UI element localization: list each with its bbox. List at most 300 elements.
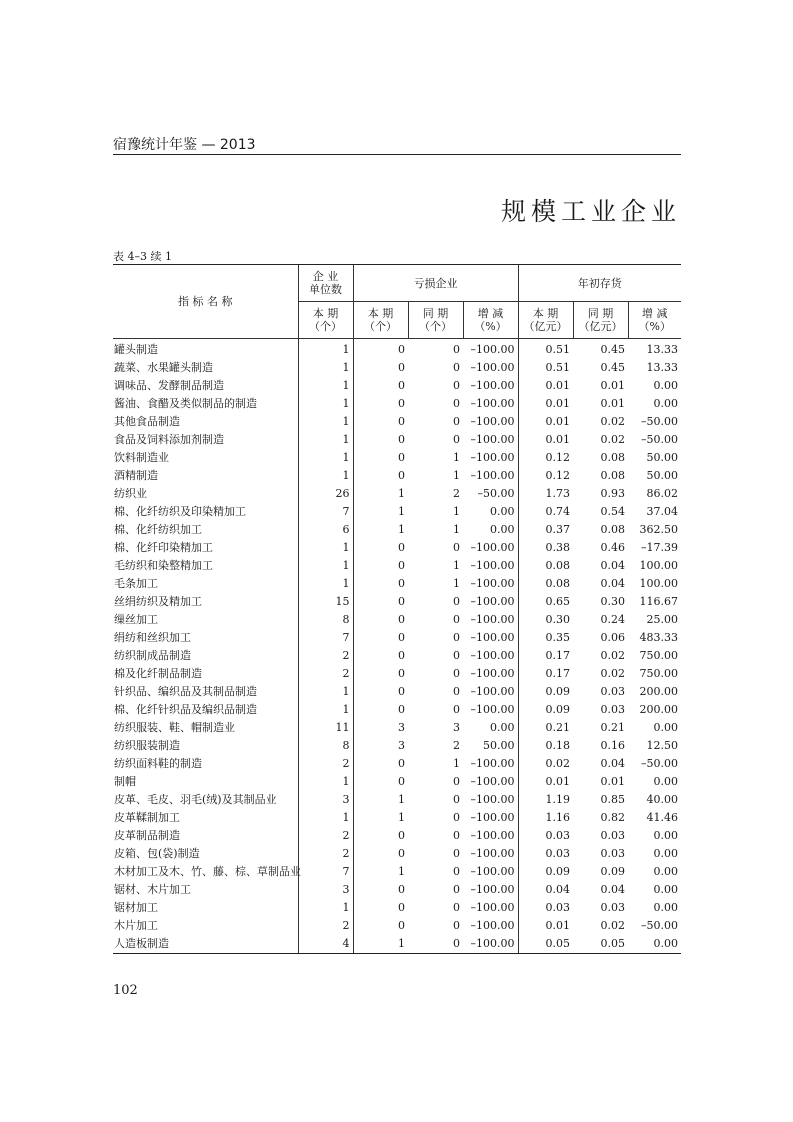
cell-unit-count: 1 <box>298 539 353 557</box>
cell-inventory-change: 483.33 <box>639 631 679 644</box>
cell-loss-prior: 1 <box>453 469 460 482</box>
table-row <box>113 431 681 449</box>
table-row <box>113 719 681 737</box>
cell-indicator-name: 皮箱、包(袋)制造 <box>113 845 298 863</box>
table-row <box>113 773 681 791</box>
cell-loss-current: 0 <box>398 829 405 842</box>
cell-loss-current: 0 <box>398 415 405 428</box>
cell-loss-change: –100.00 <box>463 557 518 575</box>
cell-unit-count: 2 <box>298 845 353 863</box>
cell-loss-current: 0 <box>398 919 405 932</box>
cell-loss-change: –100.00 <box>463 755 518 773</box>
cell-loss-change: –100.00 <box>463 593 518 611</box>
cell-loss-prior: 0 <box>453 415 460 428</box>
cell-indicator-name: 棉、化纤纺织及印染精加工 <box>113 503 298 521</box>
cell-loss-current: 0 <box>398 883 405 896</box>
cell-loss-current: 1 <box>398 487 405 500</box>
cell-inventory-current: 0.17 <box>545 667 570 680</box>
cell-loss-current: 0 <box>398 703 405 716</box>
cell-inventory-current: 0.01 <box>545 379 570 392</box>
table-row <box>113 413 681 431</box>
cell-loss-prior: 0 <box>453 379 460 392</box>
cell-loss-prior: 0 <box>453 685 460 698</box>
cell-indicator-name: 毛纺织和染整精加工 <box>113 557 298 575</box>
cell-indicator-name: 人造板制造 <box>113 935 298 954</box>
cell-inventory-change: 13.33 <box>646 361 679 374</box>
cell-indicator-name: 锯材、木片加工 <box>113 881 298 899</box>
cell-loss-change: –100.00 <box>463 431 518 449</box>
running-header: 宿豫统计年鉴 — 2013 <box>113 137 256 153</box>
table-row <box>113 593 681 611</box>
cell-loss-prior: 0 <box>453 631 460 644</box>
cell-inventory-change: 0.00 <box>653 397 679 410</box>
header-loss-enterprises: 亏损企业 <box>353 265 518 302</box>
cell-loss-change: –100.00 <box>463 791 518 809</box>
cell-inventory-prior: 0.01 <box>600 775 625 788</box>
cell-inventory-current: 0.51 <box>545 343 570 356</box>
cell-loss-current: 0 <box>398 559 405 572</box>
cell-loss-current: 0 <box>398 361 405 374</box>
cell-inventory-change: 362.50 <box>639 523 679 536</box>
header-sub-loss-current: 本 期 （个） <box>353 302 408 339</box>
cell-loss-change: –100.00 <box>463 539 518 557</box>
cell-unit-count: 1 <box>298 395 353 413</box>
cell-indicator-name: 木材加工及木、竹、藤、棕、草制品业 <box>113 863 298 881</box>
cell-loss-prior: 1 <box>453 505 460 518</box>
cell-loss-current: 0 <box>398 541 405 554</box>
cell-inventory-current: 0.09 <box>545 703 570 716</box>
table-row <box>113 845 681 863</box>
cell-loss-prior: 0 <box>453 595 460 608</box>
cell-inventory-current: 0.17 <box>545 649 570 662</box>
cell-inventory-change: 750.00 <box>639 667 679 680</box>
cell-inventory-prior: 0.08 <box>600 469 625 482</box>
table-row <box>113 863 681 881</box>
cell-loss-change: –100.00 <box>463 935 518 954</box>
cell-inventory-change: 41.46 <box>646 811 679 824</box>
cell-inventory-current: 0.01 <box>545 775 570 788</box>
cell-indicator-name: 纺织制成品制造 <box>113 647 298 665</box>
cell-unit-count: 2 <box>298 755 353 773</box>
cell-indicator-name: 制帽 <box>113 773 298 791</box>
cell-inventory-change: 0.00 <box>653 379 679 392</box>
cell-unit-count: 1 <box>298 359 353 377</box>
header-indicator-name: 指 标 名 称 <box>113 265 298 339</box>
table-row <box>113 521 681 539</box>
cell-unit-count: 1 <box>298 431 353 449</box>
cell-inventory-prior: 0.21 <box>600 721 625 734</box>
cell-loss-prior: 0 <box>453 829 460 842</box>
table-row <box>113 935 681 954</box>
section-title: 规模工业企业 <box>500 197 681 226</box>
cell-loss-change: –50.00 <box>463 485 518 503</box>
cell-loss-change: 50.00 <box>463 737 518 755</box>
cell-unit-count: 1 <box>298 809 353 827</box>
cell-inventory-prior: 0.03 <box>600 703 625 716</box>
table-row <box>113 701 681 719</box>
cell-inventory-prior: 0.04 <box>600 577 625 590</box>
cell-inventory-change: 25.00 <box>646 613 679 626</box>
cell-loss-current: 1 <box>398 793 405 806</box>
cell-loss-current: 1 <box>398 865 405 878</box>
cell-loss-current: 0 <box>398 901 405 914</box>
cell-loss-current: 0 <box>398 595 405 608</box>
cell-inventory-change: 50.00 <box>646 469 679 482</box>
cell-loss-change: –100.00 <box>463 683 518 701</box>
cell-inventory-prior: 0.08 <box>600 451 625 464</box>
cell-inventory-prior: 0.06 <box>600 631 625 644</box>
cell-loss-prior: 0 <box>453 883 460 896</box>
cell-loss-change: –100.00 <box>463 611 518 629</box>
cell-loss-current: 0 <box>398 613 405 626</box>
cell-indicator-name: 调味品、发酵制品制造 <box>113 377 298 395</box>
cell-loss-current: 0 <box>398 667 405 680</box>
cell-loss-change: –100.00 <box>463 917 518 935</box>
table-row <box>113 359 681 377</box>
cell-inventory-prior: 0.45 <box>600 343 625 356</box>
cell-loss-current: 0 <box>398 451 405 464</box>
cell-inventory-change: 13.33 <box>646 343 679 356</box>
cell-inventory-prior: 0.93 <box>600 487 625 500</box>
cell-unit-count: 7 <box>298 629 353 647</box>
cell-indicator-name: 皮革鞣制加工 <box>113 809 298 827</box>
cell-indicator-name: 丝绢纺织及精加工 <box>113 593 298 611</box>
cell-loss-prior: 0 <box>453 811 460 824</box>
cell-unit-count: 2 <box>298 827 353 845</box>
cell-inventory-change: 100.00 <box>639 577 679 590</box>
cell-inventory-current: 0.02 <box>545 757 570 770</box>
cell-loss-current: 1 <box>398 523 405 536</box>
cell-inventory-change: 100.00 <box>639 559 679 572</box>
cell-inventory-change: 0.00 <box>653 901 679 914</box>
cell-unit-count: 3 <box>298 881 353 899</box>
cell-loss-current: 0 <box>398 649 405 662</box>
cell-loss-change: –100.00 <box>463 845 518 863</box>
cell-inventory-current: 0.03 <box>545 847 570 860</box>
cell-indicator-name: 纺织服装制造 <box>113 737 298 755</box>
header-sub-loss-change: 增 减 （%） <box>463 302 518 339</box>
cell-loss-prior: 0 <box>453 793 460 806</box>
cell-loss-prior: 1 <box>453 451 460 464</box>
cell-inventory-change: 0.00 <box>653 775 679 788</box>
table-row <box>113 467 681 485</box>
cell-inventory-change: –50.00 <box>641 919 679 932</box>
cell-unit-count: 8 <box>298 611 353 629</box>
cell-loss-change: –100.00 <box>463 395 518 413</box>
table-label: 表 4–3 续 1 <box>113 250 172 263</box>
cell-unit-count: 1 <box>298 701 353 719</box>
cell-indicator-name: 纺织服装、鞋、帽制造业 <box>113 719 298 737</box>
cell-inventory-change: 0.00 <box>653 829 679 842</box>
cell-inventory-prior: 0.04 <box>600 883 625 896</box>
cell-unit-count: 8 <box>298 737 353 755</box>
table-row <box>113 899 681 917</box>
cell-loss-prior: 0 <box>453 919 460 932</box>
cell-inventory-prior: 0.24 <box>600 613 625 626</box>
table-row <box>113 917 681 935</box>
cell-loss-current: 0 <box>398 631 405 644</box>
cell-inventory-current: 0.38 <box>545 541 570 554</box>
cell-indicator-name: 绢纺和丝织加工 <box>113 629 298 647</box>
cell-loss-change: –100.00 <box>463 701 518 719</box>
cell-inventory-current: 0.09 <box>545 865 570 878</box>
cell-indicator-name: 食品及饲料添加剂制造 <box>113 431 298 449</box>
cell-inventory-change: 116.67 <box>639 595 679 608</box>
cell-inventory-change: 0.00 <box>653 865 679 878</box>
cell-loss-prior: 0 <box>453 667 460 680</box>
cell-loss-prior: 0 <box>453 649 460 662</box>
cell-inventory-current: 0.08 <box>545 559 570 572</box>
header-sub-inventory-current: 本 期 （亿元） <box>518 302 573 339</box>
cell-inventory-current: 1.16 <box>545 811 570 824</box>
cell-inventory-change: 40.00 <box>646 793 679 806</box>
cell-inventory-current: 0.51 <box>545 361 570 374</box>
cell-inventory-prior: 0.09 <box>600 865 625 878</box>
cell-loss-change: –100.00 <box>463 449 518 467</box>
cell-loss-change: 0.00 <box>463 521 518 539</box>
cell-loss-current: 3 <box>398 721 405 734</box>
table-row <box>113 611 681 629</box>
cell-inventory-current: 0.12 <box>545 469 570 482</box>
page-number: 102 <box>113 983 138 998</box>
cell-inventory-prior: 0.85 <box>600 793 625 806</box>
cell-indicator-name: 饮料制造业 <box>113 449 298 467</box>
cell-loss-change: –100.00 <box>463 881 518 899</box>
cell-inventory-current: 0.12 <box>545 451 570 464</box>
cell-indicator-name: 棉及化纤制品制造 <box>113 665 298 683</box>
cell-inventory-current: 0.74 <box>545 505 570 518</box>
cell-loss-prior: 2 <box>453 487 460 500</box>
cell-loss-prior: 0 <box>453 775 460 788</box>
cell-inventory-change: –50.00 <box>641 757 679 770</box>
cell-inventory-current: 0.01 <box>545 415 570 428</box>
cell-loss-current: 0 <box>398 397 405 410</box>
cell-inventory-current: 0.04 <box>545 883 570 896</box>
table-row <box>113 737 681 755</box>
cell-inventory-prior: 0.46 <box>600 541 625 554</box>
table-row <box>113 377 681 395</box>
cell-loss-prior: 1 <box>453 577 460 590</box>
cell-indicator-name: 酒精制造 <box>113 467 298 485</box>
cell-unit-count: 7 <box>298 503 353 521</box>
cell-inventory-current: 0.01 <box>545 433 570 446</box>
cell-loss-current: 1 <box>353 935 408 954</box>
cell-inventory-current: 0.21 <box>545 721 570 734</box>
cell-inventory-change: 0.00 <box>628 935 681 954</box>
cell-unit-count: 1 <box>298 773 353 791</box>
cell-loss-prior: 0 <box>453 865 460 878</box>
cell-indicator-name: 针织品、编织品及其制品制造 <box>113 683 298 701</box>
cell-loss-change: –100.00 <box>463 467 518 485</box>
cell-indicator-name: 木片加工 <box>113 917 298 935</box>
cell-inventory-prior: 0.01 <box>600 397 625 410</box>
cell-inventory-change: 50.00 <box>646 451 679 464</box>
cell-loss-current: 3 <box>398 739 405 752</box>
header-sub-inventory-change: 增 减 （%） <box>628 302 681 339</box>
cell-loss-prior: 1 <box>453 559 460 572</box>
cell-inventory-change: 86.02 <box>646 487 679 500</box>
cell-loss-prior: 2 <box>453 739 460 752</box>
header-sub-inventory-prior: 同 期 （亿元） <box>573 302 628 339</box>
table-row <box>113 485 681 503</box>
cell-inventory-current: 0.03 <box>545 829 570 842</box>
cell-inventory-current: 0.09 <box>545 685 570 698</box>
cell-inventory-prior: 0.02 <box>600 433 625 446</box>
cell-inventory-change: 0.00 <box>653 721 679 734</box>
cell-unit-count: 3 <box>298 791 353 809</box>
table-row <box>113 665 681 683</box>
cell-inventory-prior: 0.45 <box>600 361 625 374</box>
cell-indicator-name: 锯材加工 <box>113 899 298 917</box>
cell-inventory-change: 200.00 <box>639 703 679 716</box>
table-row <box>113 791 681 809</box>
cell-inventory-current: 0.03 <box>545 901 570 914</box>
cell-loss-current: 0 <box>398 757 405 770</box>
cell-loss-current: 0 <box>398 685 405 698</box>
cell-unit-count: 15 <box>298 593 353 611</box>
cell-inventory-prior: 0.03 <box>600 901 625 914</box>
cell-loss-current: 0 <box>398 577 405 590</box>
table-row <box>113 339 681 360</box>
cell-loss-current: 0 <box>398 469 405 482</box>
cell-loss-change: –100.00 <box>463 863 518 881</box>
cell-inventory-current: 0.37 <box>545 523 570 536</box>
table-row <box>113 755 681 773</box>
cell-unit-count: 4 <box>298 935 353 954</box>
cell-inventory-current: 0.35 <box>545 631 570 644</box>
cell-inventory-prior: 0.54 <box>600 505 625 518</box>
cell-unit-count: 2 <box>298 917 353 935</box>
cell-loss-change: –100.00 <box>463 809 518 827</box>
cell-indicator-name: 酱油、食醋及类似制品的制造 <box>113 395 298 413</box>
header-rule <box>113 154 681 155</box>
table-row <box>113 827 681 845</box>
cell-loss-prior: 0 <box>453 343 460 356</box>
cell-loss-change: –100.00 <box>463 899 518 917</box>
cell-loss-prior: 0 <box>453 541 460 554</box>
cell-inventory-prior: 0.04 <box>600 559 625 572</box>
cell-indicator-name: 缫丝加工 <box>113 611 298 629</box>
header-sub-loss-prior: 同 期 （个） <box>408 302 463 339</box>
cell-indicator-name: 棉、化纤纺织加工 <box>113 521 298 539</box>
cell-inventory-current: 0.05 <box>518 935 573 954</box>
cell-indicator-name: 其他食品制造 <box>113 413 298 431</box>
cell-unit-count: 6 <box>298 521 353 539</box>
cell-loss-change: –100.00 <box>463 575 518 593</box>
cell-unit-count: 7 <box>298 863 353 881</box>
cell-loss-prior: 0 <box>453 901 460 914</box>
cell-inventory-change: –50.00 <box>641 415 679 428</box>
table-row <box>113 449 681 467</box>
cell-inventory-change: –50.00 <box>641 433 679 446</box>
cell-indicator-name: 皮革制品制造 <box>113 827 298 845</box>
cell-loss-change: –100.00 <box>463 773 518 791</box>
cell-inventory-prior: 0.04 <box>600 757 625 770</box>
table-row <box>113 575 681 593</box>
cell-inventory-current: 0.30 <box>545 613 570 626</box>
cell-inventory-change: 0.00 <box>653 883 679 896</box>
cell-indicator-name: 毛条加工 <box>113 575 298 593</box>
cell-indicator-name: 蔬菜、水果罐头制造 <box>113 359 298 377</box>
cell-inventory-change: 750.00 <box>639 649 679 662</box>
cell-loss-prior: 1 <box>453 757 460 770</box>
cell-unit-count: 2 <box>298 665 353 683</box>
cell-unit-count: 1 <box>298 575 353 593</box>
table-row <box>113 395 681 413</box>
cell-loss-prior: 0 <box>453 613 460 626</box>
cell-loss-prior: 0 <box>453 847 460 860</box>
cell-loss-change: –100.00 <box>463 665 518 683</box>
cell-loss-change: 0.00 <box>463 719 518 737</box>
cell-unit-count: 26 <box>298 485 353 503</box>
cell-loss-current: 1 <box>398 505 405 518</box>
cell-loss-prior: 0 <box>408 935 463 954</box>
cell-loss-current: 1 <box>398 811 405 824</box>
cell-unit-count: 1 <box>298 413 353 431</box>
cell-unit-count: 1 <box>298 449 353 467</box>
cell-inventory-prior: 0.16 <box>600 739 625 752</box>
cell-inventory-current: 0.65 <box>545 595 570 608</box>
cell-indicator-name: 棉、化纤针织品及编织品制造 <box>113 701 298 719</box>
cell-inventory-current: 0.18 <box>545 739 570 752</box>
cell-loss-change: 0.00 <box>463 503 518 521</box>
cell-indicator-name: 皮革、毛皮、羽毛(绒)及其制品业 <box>113 791 298 809</box>
table-row <box>113 539 681 557</box>
cell-indicator-name: 纺织面料鞋的制造 <box>113 755 298 773</box>
cell-inventory-change: 37.04 <box>646 505 679 518</box>
cell-loss-change: –100.00 <box>463 629 518 647</box>
cell-inventory-prior: 0.02 <box>600 649 625 662</box>
cell-loss-change: –100.00 <box>463 827 518 845</box>
cell-inventory-prior: 0.02 <box>600 415 625 428</box>
cell-inventory-current: 1.73 <box>545 487 570 500</box>
cell-inventory-prior: 0.03 <box>600 829 625 842</box>
table-row <box>113 881 681 899</box>
cell-inventory-prior: 0.01 <box>600 379 625 392</box>
cell-loss-prior: 0 <box>453 397 460 410</box>
cell-inventory-prior: 0.02 <box>600 919 625 932</box>
cell-loss-current: 0 <box>398 775 405 788</box>
cell-loss-prior: 1 <box>453 523 460 536</box>
cell-inventory-change: 12.50 <box>646 739 679 752</box>
table-row <box>113 557 681 575</box>
cell-unit-count: 1 <box>298 339 353 360</box>
cell-indicator-name: 罐头制造 <box>113 339 298 360</box>
cell-inventory-prior: 0.03 <box>600 685 625 698</box>
header-sub-units-current: 本 期 （个） <box>298 302 353 339</box>
header-unit-count: 企 业 单位数 <box>298 265 353 302</box>
cell-loss-current: 0 <box>398 343 405 356</box>
cell-unit-count: 11 <box>298 719 353 737</box>
cell-inventory-current: 0.01 <box>545 919 570 932</box>
cell-unit-count: 1 <box>298 377 353 395</box>
cell-loss-current: 0 <box>398 847 405 860</box>
cell-inventory-current: 0.01 <box>545 397 570 410</box>
cell-inventory-change: 200.00 <box>639 685 679 698</box>
header-opening-inventory: 年初存货 <box>518 265 681 302</box>
cell-loss-current: 0 <box>398 379 405 392</box>
cell-unit-count: 2 <box>298 647 353 665</box>
cell-indicator-name: 棉、化纤印染精加工 <box>113 539 298 557</box>
cell-loss-prior: 0 <box>453 433 460 446</box>
table-row <box>113 647 681 665</box>
cell-inventory-prior: 0.82 <box>600 811 625 824</box>
table-body <box>113 339 681 954</box>
cell-inventory-prior: 0.08 <box>600 523 625 536</box>
cell-inventory-change: 0.00 <box>653 847 679 860</box>
cell-loss-change: –100.00 <box>463 377 518 395</box>
cell-inventory-prior: 0.05 <box>573 935 628 954</box>
